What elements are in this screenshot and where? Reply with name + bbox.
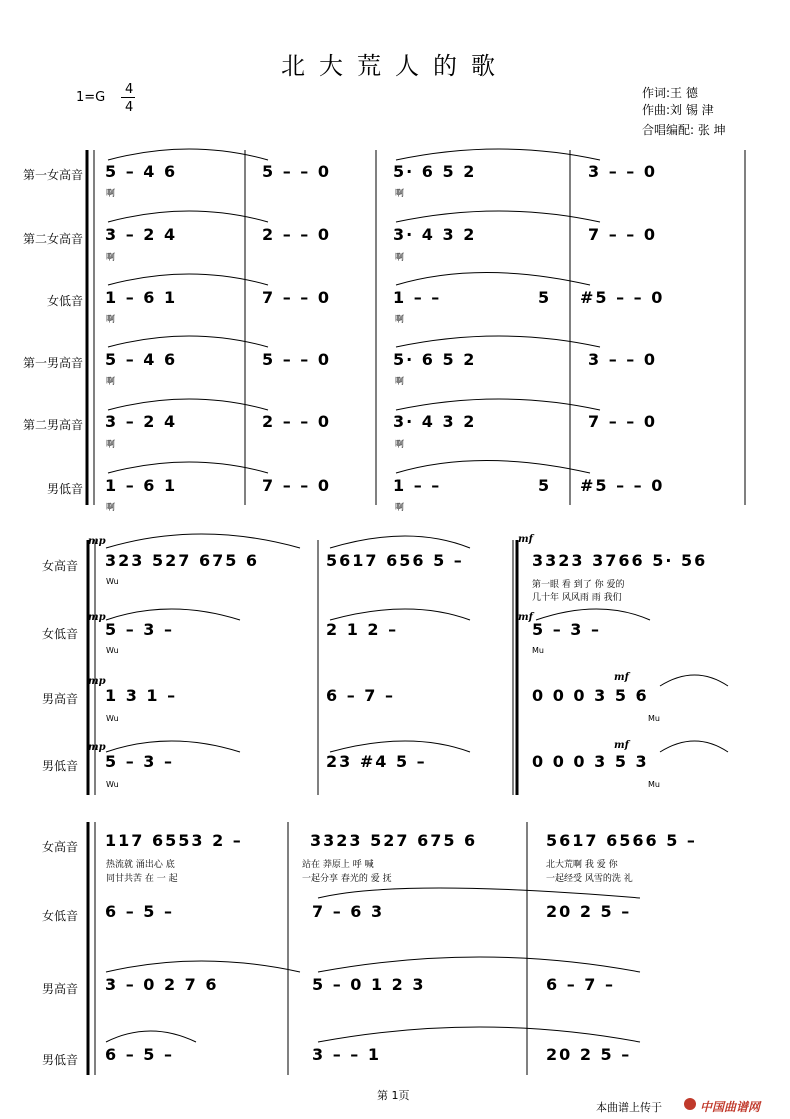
notes: 5 – 0 1 2 3: [312, 975, 426, 994]
lyric: Wu: [106, 646, 119, 655]
time-sig-top: 4: [125, 82, 134, 97]
slur: [106, 534, 300, 548]
arranger-credit: 合唱编配: 张 坤: [642, 123, 726, 137]
site-logo-icon: [684, 1098, 696, 1110]
notes: 20 2 5 –: [546, 1045, 632, 1064]
notes: 6 – 5 –: [105, 902, 174, 921]
page-number: 第 1页: [377, 1089, 410, 1102]
slur: [660, 741, 728, 752]
lyric: Mu: [532, 646, 544, 655]
notes: 5: [538, 288, 552, 307]
lyric: 北大荒啊 我 爱 你: [546, 860, 618, 870]
notes: 5: [538, 476, 552, 495]
dynamic-mark: mp: [88, 612, 106, 623]
lyric: 啊: [395, 253, 405, 263]
notes: 323 527 675 6: [105, 551, 260, 570]
slur: [396, 149, 600, 160]
notes: 5 – 3 –: [105, 620, 174, 639]
lyric: 啊: [106, 253, 116, 263]
lyric: 一起分享 春光的 爱 抚: [302, 874, 392, 884]
notes: #5 – – 0: [580, 288, 665, 307]
notes: 2 – – 0: [262, 412, 331, 431]
slur: [106, 961, 300, 972]
notes: 5 – – 0: [262, 350, 331, 369]
slur: [108, 336, 268, 347]
score-title: 北大荒人的歌: [281, 52, 509, 80]
notes: 3 – 0 2 7 6: [105, 975, 219, 994]
slur: [396, 399, 600, 410]
lyric: 啊: [106, 503, 116, 513]
lyricist-credit: 作词:王 德: [642, 86, 698, 100]
lyric: 啊: [106, 189, 116, 199]
part-label: 女高音: [41, 559, 78, 573]
notes: 5617 656 5 –: [326, 551, 464, 570]
notes: 1 – –: [393, 288, 442, 307]
notes: 5· 6 5 2: [393, 350, 477, 369]
dynamic-mark: mf: [518, 534, 533, 545]
slur: [106, 741, 240, 752]
lyric: 啊: [106, 315, 116, 325]
notes: 3 – – 0: [588, 162, 657, 181]
upload-notice: 本曲谱上传于: [596, 1101, 662, 1114]
part-label: 男低音: [41, 1053, 78, 1067]
notes: 3323 3766 5· 56: [532, 551, 708, 570]
part-label: 第二女高音: [22, 232, 83, 246]
notes: 6 – 7 –: [326, 686, 395, 705]
notes: 7 – 6 3: [312, 902, 385, 921]
slur: [318, 957, 640, 972]
part-label: 女低音: [41, 627, 78, 641]
slur: [396, 211, 600, 222]
lyric: 啊: [106, 440, 116, 450]
notes: 6 – 5 –: [105, 1045, 174, 1064]
slur: [106, 1031, 196, 1042]
slur: [318, 1027, 640, 1042]
part-label: 男高音: [41, 692, 78, 706]
lyric: 啊: [395, 440, 405, 450]
notes: 23 #4 5 –: [326, 752, 427, 771]
slur: [330, 741, 470, 752]
lyric: 一起经受 风雪的洗 礼: [546, 874, 633, 884]
lyric: Wu: [106, 577, 119, 586]
notes: 7 – – 0: [262, 476, 331, 495]
notes: 2 – – 0: [262, 225, 331, 244]
slur: [108, 274, 268, 285]
notes: 5 – 3 –: [532, 620, 601, 639]
part-label: 男低音: [46, 482, 83, 496]
notes: 1 3 1 –: [105, 686, 178, 705]
site-name[interactable]: 中国曲谱网: [700, 1100, 761, 1114]
part-label: 第一男高音: [22, 356, 83, 370]
notes: #5 – – 0: [580, 476, 665, 495]
notes: 0 0 0 3 5 3: [532, 752, 649, 771]
slur: [396, 461, 590, 474]
notes: 2 1 2 –: [326, 620, 399, 639]
lyric: 站在 莽原上 呼 喊: [302, 860, 374, 870]
notes: 20 2 5 –: [546, 902, 632, 921]
slur: [108, 149, 268, 160]
part-label: 第一女高音: [22, 168, 83, 182]
slur: [108, 399, 268, 410]
notes: 3 – 2 4: [105, 412, 178, 431]
slur: [330, 609, 470, 620]
dynamic-mark: mp: [88, 742, 106, 753]
notes: 3· 4 3 2: [393, 225, 477, 244]
part-label: 女高音: [41, 840, 78, 854]
lyric: 几十年 风风雨 雨 我们: [532, 593, 622, 603]
notes: 3· 4 3 2: [393, 412, 477, 431]
lyric: 同甘共苦 在 一 起: [106, 874, 178, 884]
dynamic-mark: mp: [88, 676, 106, 687]
lyric: 啊: [395, 377, 405, 387]
notes: 3 – – 0: [588, 350, 657, 369]
part-label: 男低音: [41, 759, 78, 773]
lyric: Mu: [648, 780, 660, 789]
lyric: Wu: [106, 780, 119, 789]
notes: 1 – 6 1: [105, 476, 178, 495]
slur: [330, 536, 470, 548]
time-sig-bottom: 4: [125, 100, 134, 115]
notes: 5· 6 5 2: [393, 162, 477, 181]
notes: 7 – – 0: [588, 412, 657, 431]
dynamic-mark: mf: [518, 612, 533, 623]
composer-credit: 作曲:刘 锡 津: [642, 103, 714, 117]
lyric: Wu: [106, 714, 119, 723]
dynamic-mark: mf: [614, 740, 629, 751]
slur: [108, 211, 268, 222]
notes: 7 – – 0: [262, 288, 331, 307]
slur: [536, 609, 650, 620]
notes: 3 – – 1: [312, 1045, 381, 1064]
lyric: 热流就 涌出心 底: [106, 860, 175, 870]
dynamic-mark: mf: [614, 672, 629, 683]
notes: 117 6553 2 –: [105, 831, 243, 850]
lyric: 啊: [395, 189, 405, 199]
notes: 1 – 6 1: [105, 288, 178, 307]
part-label: 女低音: [46, 294, 83, 308]
notes: 5 – 3 –: [105, 752, 174, 771]
notes: 7 – – 0: [588, 225, 657, 244]
key-signature: 1=G: [76, 90, 106, 105]
notes: 5 – 4 6: [105, 350, 178, 369]
part-label: 第二男高音: [22, 418, 83, 432]
lyric: 啊: [106, 377, 116, 387]
notes: 5617 6566 5 –: [546, 831, 697, 850]
slur: [318, 888, 640, 898]
notes: 5 – 4 6: [105, 162, 178, 181]
notes: 6 – 7 –: [546, 975, 615, 994]
part-label: 男高音: [41, 982, 78, 996]
part-label: 女低音: [41, 909, 78, 923]
lyric: 第一眼 看 到了 你 爱的: [532, 580, 625, 590]
slur: [660, 675, 728, 686]
notes: 5 – – 0: [262, 162, 331, 181]
slur: [396, 336, 600, 347]
notes: 0 0 0 3 5 6: [532, 686, 649, 705]
lyric: 啊: [395, 503, 405, 513]
slur: [108, 462, 268, 473]
notes: 3 – 2 4: [105, 225, 178, 244]
lyric: Mu: [648, 714, 660, 723]
dynamic-mark: mp: [88, 536, 106, 547]
slur: [106, 609, 240, 620]
lyric: 啊: [395, 315, 405, 325]
notes: 1 – –: [393, 476, 442, 495]
notes: 3323 527 675 6: [310, 831, 478, 850]
slur: [396, 273, 590, 286]
